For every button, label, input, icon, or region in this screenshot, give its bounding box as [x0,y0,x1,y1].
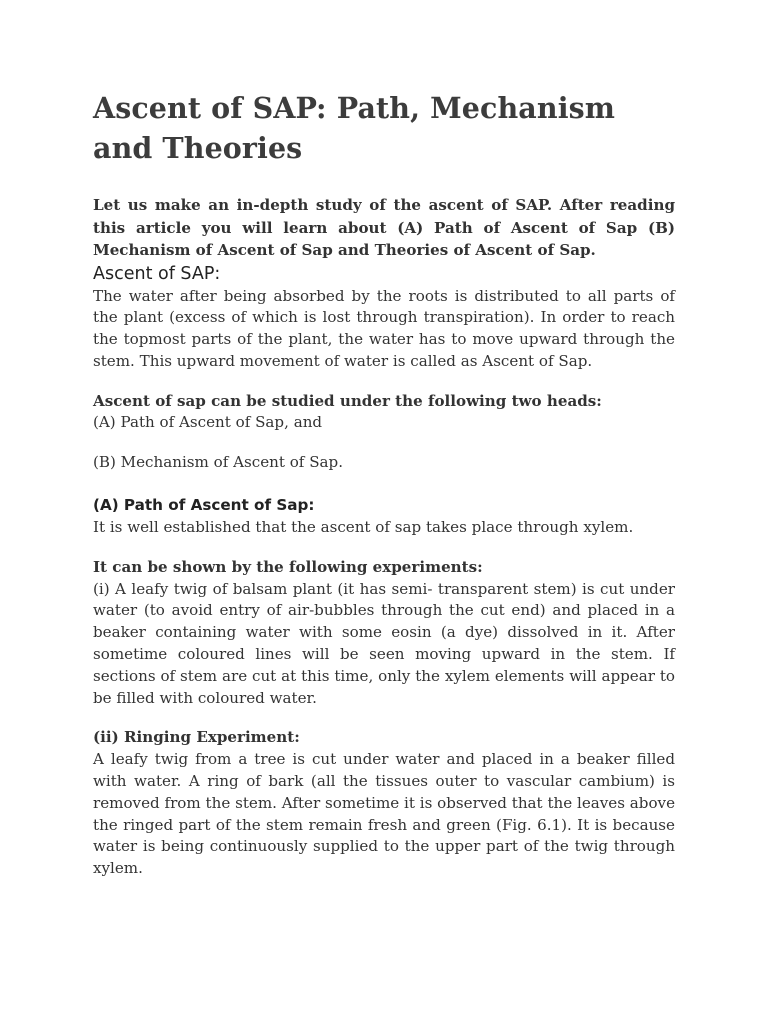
spacer [93,373,675,391]
heading-path-of-ascent: (A) Path of Ascent of Sap: [93,496,315,515]
document-page [93,88,675,880]
spacer [93,709,675,727]
page-title: Ascent of SAP: Path, Mechanism and Theories [93,91,616,165]
path-paragraph: It is well established that the ascent of sap takes place through xylem. [93,518,634,537]
heading-ascent-of-sap: Ascent of SAP: [93,263,221,284]
two-heads-intro: Ascent of sap can be studied under the following two heads: [93,391,602,410]
experiment-1-paragraph: (i) A leafy twig of balsam plant (it has semi- transparent stem) is cut under water (to avoid entry of air-bubbles through the cut end) and placed in a beaker containing water with some eosin (a dye) dissolved in it. After sometime coloured lines will be seen moving upward in the stem. If sections of stem are cut at this time, only the xylem elements will appear to be filled with coloured water. [93,579,675,707]
experiment-2-paragraph: A leafy twig from a tree is cut under water and placed in a beaker filled with water. A ring of bark (all the tissues outer to vascular cambium) is removed from the stem. After sometime it is observed that the leaves above the ringed part of the stem remain fresh and green (Fig. 6.1). It is because water is being continuously supplied to the upper part of the twig through xylem. [93,750,675,878]
experiment-2-heading: (ii) Ringing Experiment: [93,728,300,747]
ascent-of-sap-paragraph: The water after being absorbed by the roots is distributed to all parts of the plant (excess of which is lost through transpiration). In order to reach the topmost parts of the plant, the water has to move upward through the stem. This upward movement of water is called as Ascent of Sap. [93,286,675,370]
two-heads-item-b: (B) Mechanism of Ascent of Sap. [93,453,343,472]
spacer [93,434,675,452]
experiments-intro: It can be shown by the following experiments: [93,557,483,576]
spacer [93,474,675,493]
spacer [93,539,675,557]
two-heads-item-a: (A) Path of Ascent of Sap, and [93,413,323,432]
intro-paragraph: Let us make an in-depth study of the ascent of SAP. After reading this article you will learn about (A) Path of Ascent of Sap (B) Mechanism of Ascent of Sap and Theories of Ascent of Sap. [93,196,675,259]
